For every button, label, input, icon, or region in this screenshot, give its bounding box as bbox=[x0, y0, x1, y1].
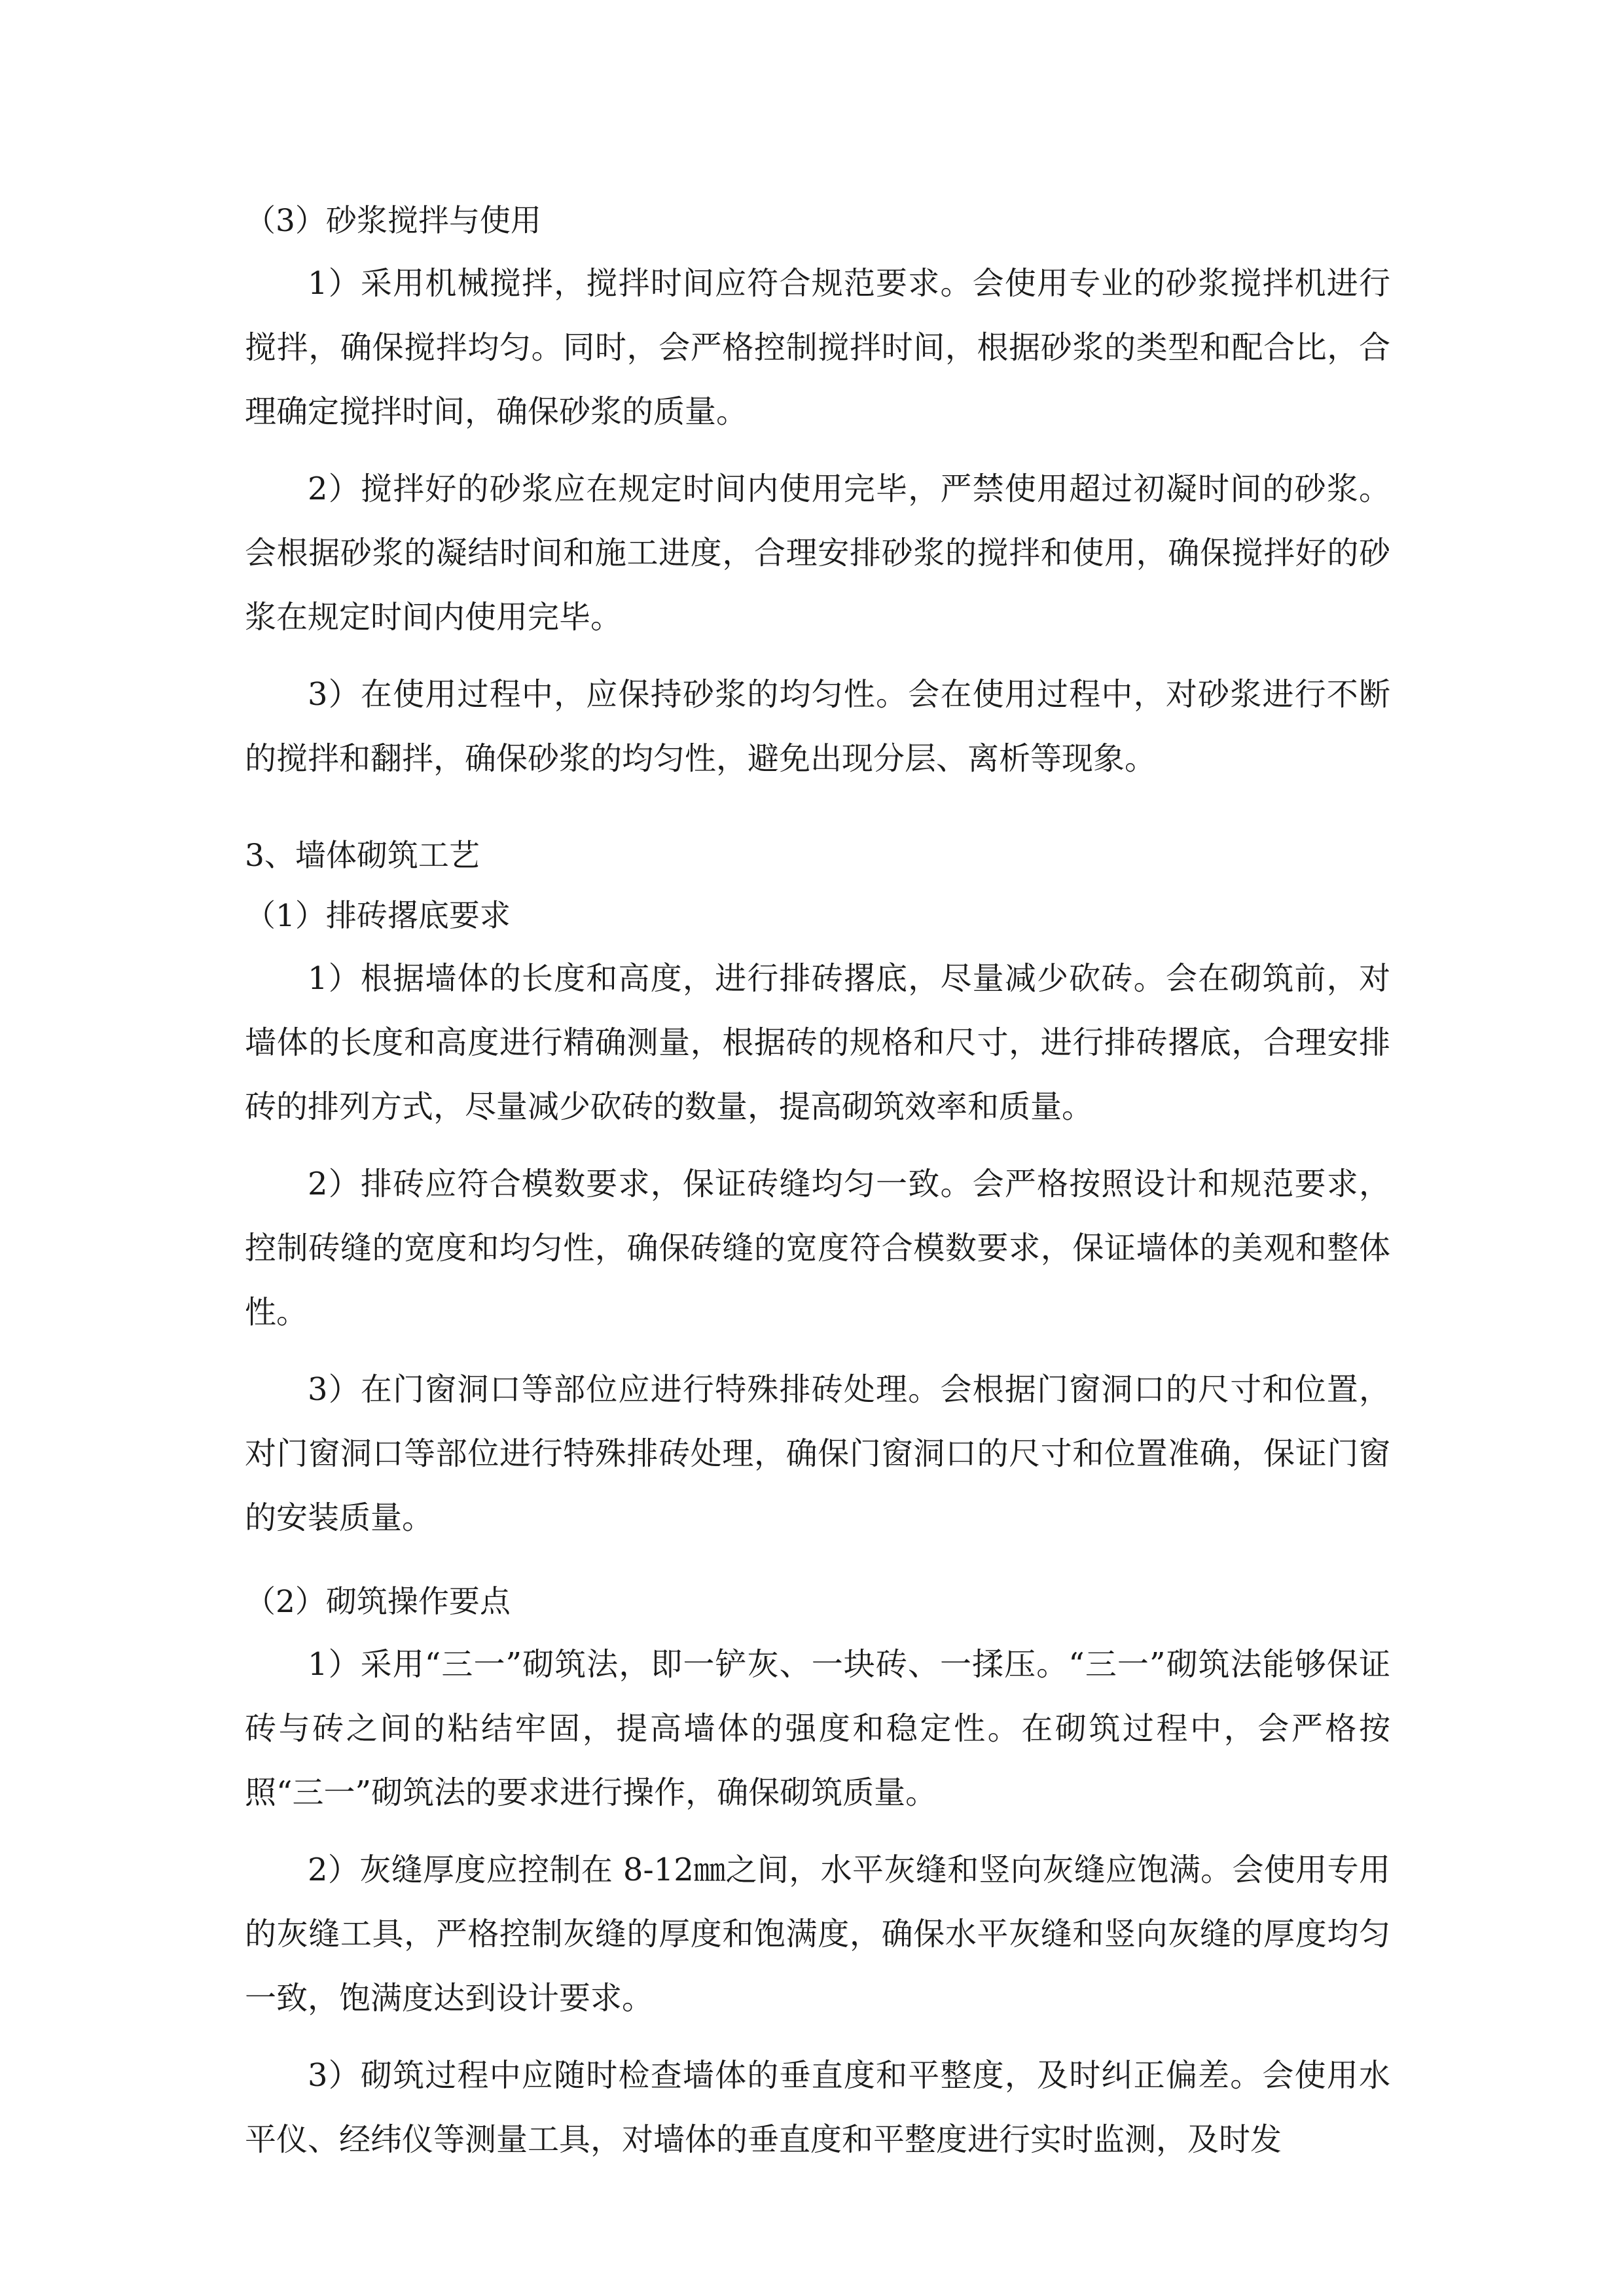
paragraph-mortar-2: 2）搅拌好的砂浆应在规定时间内使用完毕，严禁使用超过初凝时间的砂浆。会根据砂浆的凝结时间和施工进度，合理安排砂浆的搅拌和使用，确保搅拌好的砂浆在规定时间内使用完毕。 bbox=[245, 471, 1390, 636]
paragraph-layout-3: 3）在门窗洞口等部位应进行特殊排砖处理。会根据门窗洞口的尺寸和位置，对门窗洞口等部位进行特殊排砖处理，确保门窗洞口的尺寸和位置准确，保证门窗的安装质量。 bbox=[245, 1371, 1390, 1536]
section-heading-wall-masonry: 3、墙体砌筑工艺 bbox=[245, 838, 480, 874]
subheading-brick-layout: （1）排砖撂底要求 bbox=[245, 898, 511, 934]
paragraph-layout-1: 1）根据墙体的长度和高度，进行排砖撂底，尽量减少砍砖。会在砌筑前，对墙体的长度和高度进行精确测量，根据砖的规格和尺寸，进行排砖撂底，合理安排砖的排列方式，尽量减少砍砖的数量，提高砌筑效率和质量。 bbox=[245, 960, 1390, 1125]
subheading-mortar-mixing: （3）砂浆搅拌与使用 bbox=[245, 203, 541, 239]
document-body bbox=[245, 191, 1390, 2185]
paragraph-layout-2: 2）排砖应符合模数要求，保证砖缝均匀一致。会严格按照设计和规范要求，控制砖缝的宽度和均匀性，确保砖缝的宽度符合模数要求，保证墙体的美观和整体性。 bbox=[245, 1166, 1390, 1331]
paragraph-mortar-1: 1）采用机械搅拌，搅拌时间应符合规范要求。会使用专业的砂浆搅拌机进行搅拌，确保搅拌均匀。同时，会严格控制搅拌时间，根据砂浆的类型和配合比，合理确定搅拌时间，确保砂浆的质量。 bbox=[245, 265, 1390, 430]
paragraph-operation-1: 1）采用“三一”砌筑法，即一铲灰、一块砖、一揉压。“三一”砌筑法能够保证砖与砖之间的粘结牢固，提高墙体的强度和稳定性。在砌筑过程中，会严格按照“三一”砌筑法的要求进行操作，确保砌筑质量。 bbox=[245, 1646, 1390, 1811]
paragraph-mortar-3: 3）在使用过程中，应保持砂浆的均匀性。会在使用过程中，对砂浆进行不断的搅拌和翻拌，确保砂浆的均匀性，避免出现分层、离析等现象。 bbox=[245, 676, 1390, 777]
paragraph-operation-2: 2）灰缝厚度应控制在 8-12㎜之间，水平灰缝和竖向灰缝应饱满。会使用专用的灰缝工具，严格控制灰缝的厚度和饱满度，确保水平灰缝和竖向灰缝的厚度均匀一致，饱满度达到设计要求。 bbox=[245, 1852, 1390, 2017]
paragraph-operation-3: 3）砌筑过程中应随时检查墙体的垂直度和平整度，及时纠正偏差。会使用水平仪、经纬仪等测量工具，对墙体的垂直度和平整度进行实时监测，及时发 bbox=[245, 2057, 1390, 2158]
subheading-masonry-operation: （2）砌筑操作要点 bbox=[245, 1584, 511, 1620]
